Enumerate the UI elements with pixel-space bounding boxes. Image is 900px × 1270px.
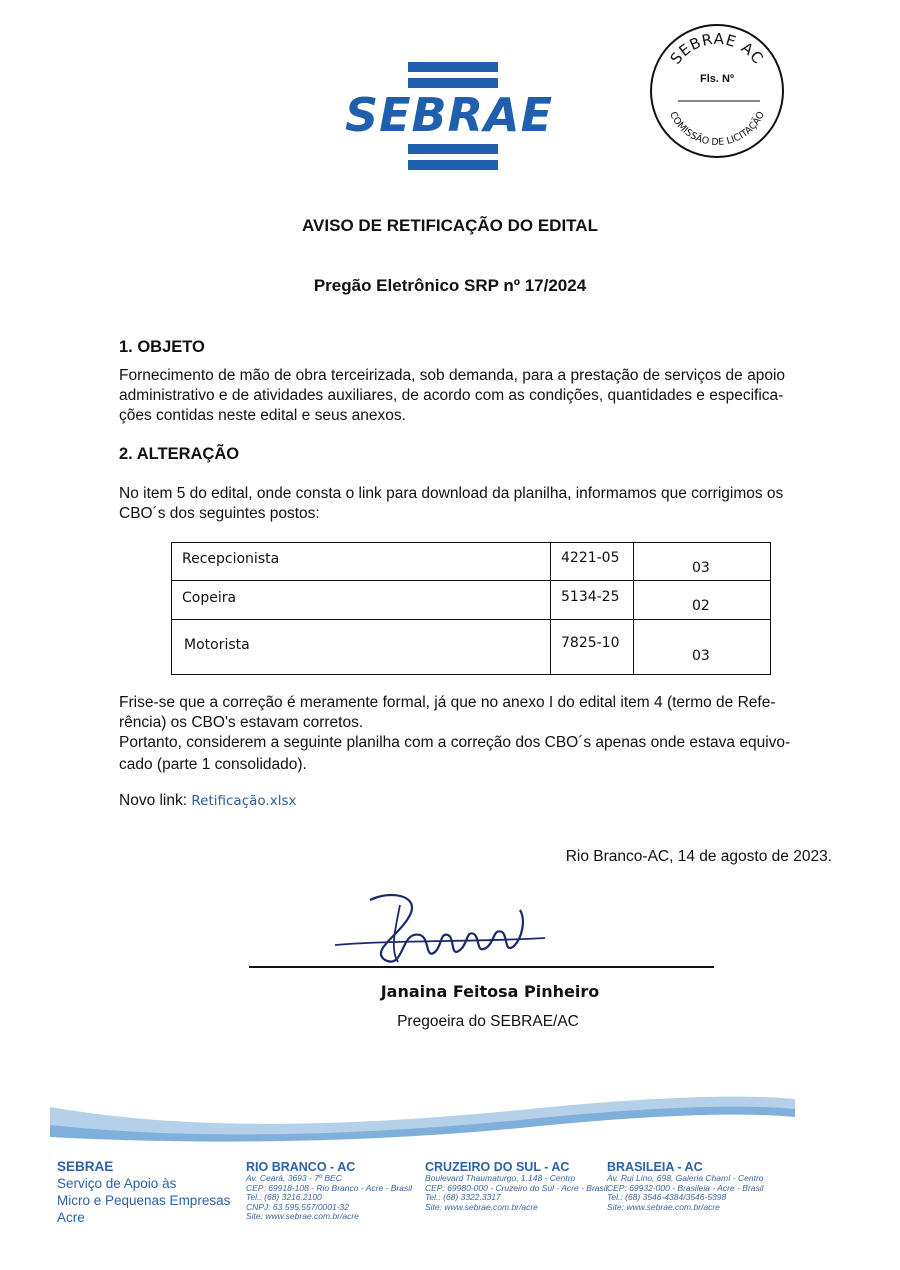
signature-line [249, 966, 714, 968]
paragraph-line: cado (parte 1 consolidado). [119, 756, 307, 773]
office-line: CEP: 69918-108 - Rio Branco - Acre - Brasil [246, 1182, 412, 1193]
office-line: Site: www.sebrae.com.br/acre [425, 1201, 538, 1212]
table-row [172, 581, 771, 620]
paragraph-line: No item 5 do edital, onde consta o link para download da planilha, informamos que corrigimos os [119, 485, 784, 502]
office-line: CEP: 69980-000 - Cruzeiro do Sul - Acre - Brasil [425, 1182, 608, 1193]
office-line: Av. Rui Lino, 698, Galeria Chamí - Centro [607, 1173, 764, 1183]
footer-org-name: SEBRAE [57, 1159, 114, 1174]
footer-office-brasileia [607, 1160, 764, 1212]
footer-office-rio-branco [246, 1160, 412, 1222]
signer-role: Pregoeira do SEBRAE/AC [397, 1013, 579, 1030]
handwritten-signature [330, 890, 550, 975]
stamp-top-text: SEBRAE AC [666, 29, 768, 68]
table-cell-cbo: 5134-25 [561, 589, 620, 605]
logo-stripe [408, 144, 498, 154]
paragraph-line: rência) os CBO's estavam corretos. [119, 714, 364, 731]
office-name: BRASILEIA - AC [607, 1160, 703, 1174]
footer-org-line: Micro e Pequenas Empresas [57, 1193, 231, 1208]
footer-wave [50, 1085, 795, 1145]
table-cell-role: Copeira [182, 590, 237, 606]
table-cell-qty: 02 [692, 598, 710, 614]
table-cell-cbo: 7825-10 [561, 635, 620, 651]
commission-stamp [648, 22, 786, 160]
office-line: Tel.: (68) 3322.3317 [425, 1192, 501, 1202]
logo-stripe [408, 78, 498, 88]
office-line: Av. Ceará, 3693 - 7º BEC [246, 1173, 342, 1183]
footer-org-line: Serviço de Apoio às [57, 1176, 177, 1191]
table-cell-role: Recepcionista [182, 550, 280, 567]
paragraph-line: Portanto, considerem a seguinte planilha com a correção dos CBO´s apenas onde estava equivo- [119, 734, 791, 751]
office-line: CNPJ: 63.595.557/0001-32 [246, 1201, 350, 1212]
table-cell-role: Motorista [184, 637, 250, 653]
table-cell-cbo: 4221-05 [561, 549, 620, 566]
table-row [172, 620, 771, 675]
stamp-center-label: Fls. Nº [700, 73, 734, 85]
logo-stripe [408, 62, 498, 72]
office-line: Tel.: (68) 3216.2100 [246, 1192, 322, 1202]
paragraph-line: ções contidas neste edital e seus anexos. [119, 407, 406, 424]
office-line: CEP: 69932-000 - Brasileia - Acre - Brasil [607, 1182, 764, 1193]
table-cell-qty: 03 [692, 648, 710, 664]
logo-stripe [408, 160, 498, 170]
section-heading-alteracao: 2. ALTERAÇÃO [119, 445, 240, 463]
paragraph-line: Fornecimento de mão de obra terceirizada, sob demanda, para a prestação de serviços de apoio [119, 367, 786, 384]
footer-office-cruzeiro-do-sul [425, 1160, 608, 1212]
footer-org-line: Acre [57, 1210, 85, 1225]
sebrae-logo [345, 62, 570, 180]
office-line: Site: www.sebrae.com.br/acre [607, 1201, 720, 1212]
stamp-bottom-text: COMISSÃO DE LICITAÇÃO [667, 109, 767, 149]
signer-name: Janaina Feitosa Pinheiro [380, 982, 600, 1001]
office-name: CRUZEIRO DO SUL - AC [425, 1160, 570, 1174]
office-name: RIO BRANCO - AC [246, 1160, 356, 1174]
office-line: Tel.: (68) 3546-4384/3546-5398 [607, 1192, 727, 1202]
svg-text:COMISSÃO DE LICITAÇÃO [667, 110, 767, 148]
footer-organization [57, 1158, 230, 1226]
table-cell-qty: 03 [692, 559, 710, 576]
office-line: Site: www.sebrae.com.br/acre [246, 1211, 359, 1221]
section-intro-alteracao [119, 484, 839, 524]
logo-wordmark: SEBRAE [345, 88, 554, 142]
document-subtitle: Pregão Eletrônico SRP nº 17/2024 [313, 276, 587, 295]
date-line: Rio Branco-AC, 14 de agosto de 2023. [565, 848, 832, 865]
office-line: Boulevard Thaumaturgo, 1.148 - Centro [425, 1173, 576, 1183]
new-link-line [119, 791, 839, 811]
spreadsheet-link[interactable]: Retificação.xlsx [191, 793, 297, 809]
section-body-objeto [119, 366, 839, 426]
paragraph-line: Frise-se que a correção é meramente formal, já que no anexo I do edital item 4 (termo de Refe- [119, 694, 776, 711]
cbo-table [171, 542, 771, 675]
paragraph-line: CBO´s dos seguintes postos: [119, 505, 320, 522]
section-heading-objeto: 1. OBJETO [119, 338, 205, 356]
table-row [172, 543, 771, 581]
document-title: AVISO DE RETIFICAÇÃO DO EDITAL [302, 216, 598, 235]
new-link-label: Novo link: [119, 792, 188, 809]
section-after-alteracao [119, 693, 839, 775]
paragraph-line: administrativo e de atividades auxiliares, de acordo com as condições, quantidades e especifica- [119, 387, 784, 404]
